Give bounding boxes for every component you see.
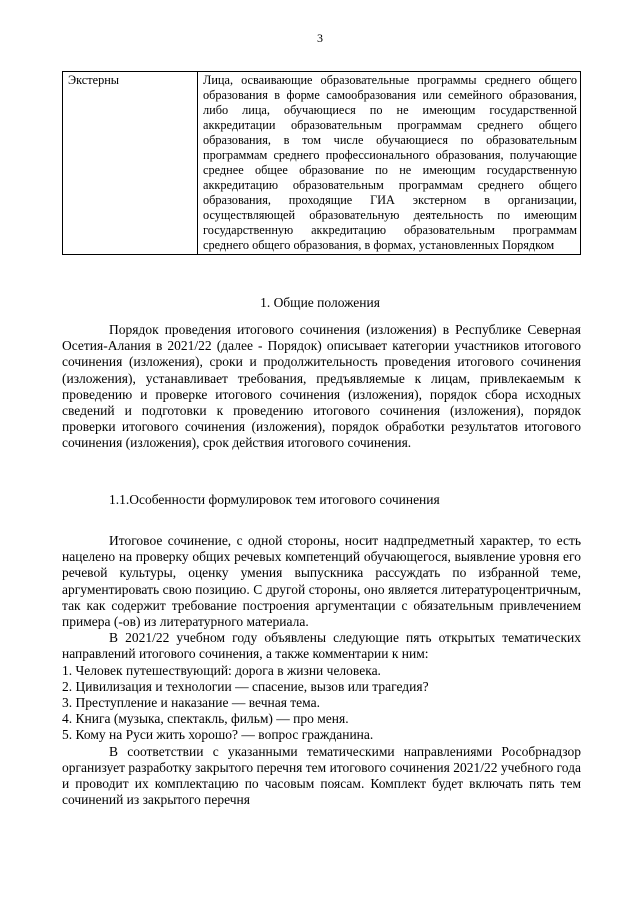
list-item: 2. Цивилизация и технологии — спасение, вызов или трагедия? [62, 678, 429, 694]
paragraph: В соответствии с указанными тематическими направлениями Рособрнадзор организует разработку закрытого перечня тем итогового сочинения 2021/22 учебного года и проводит их комплектацию по часовым поясам. Комплект будет включать пять тем сочинений из закрытого перечня [62, 743, 581, 808]
table-cell-definition: Лица, осваивающие образовательные программы среднего общего образования в форме самообразования или семейного образования, либо лица, обучающиеся по не имеющим государственной аккредитации образовательным программам среднего общего образования, в том числе обучающиеся по образовательным программам среднего профессионального образования, получающие среднее общее образование по не имеющим государственную аккредитацию образовательным программам среднего общего образования, проходящие ГИА экстерном в организации, осуществляющей образовательную деятельность по имеющим государственную аккредитацию образовательным программам среднего общего образования, в формах, установленных Порядком [198, 72, 581, 255]
subsection-title: 1.1.Особенности формулировок тем итогового сочинения [109, 492, 440, 507]
intro-block [62, 322, 581, 452]
table-row [63, 72, 581, 255]
list-item: 1. Человек путешествующий: дорога в жизни человека. [62, 662, 381, 678]
main-text-block [62, 533, 581, 808]
definitions-table [62, 71, 581, 255]
table-cell-term: Экстерны [63, 72, 198, 255]
list-item: 3. Преступление и наказание — вечная тема. [62, 695, 320, 711]
list-item: 5. Кому на Руси жить хорошо? — вопрос гражданина. [62, 727, 374, 743]
section-title: 1. Общие положения [260, 295, 380, 310]
paragraph: В 2021/22 учебном году объявлены следующие пять открытых тематических направлений итогового сочинения, а также комментарии к ним: [62, 630, 581, 662]
paragraph: Итоговое сочинение, с одной стороны, носит надпредметный характер, то есть нацелено на проверку общих речевых компетенций обучающегося, выявление уровня его речевой культуры, оценку умения выпускника рассуждать по избранной теме, аргументировать свою позицию. С другой стороны, оно является литературоцентричным, так как содержит требование построения аргументации с обязательным привлечением примера (-ов) из литературного материала. [62, 533, 581, 630]
intro-paragraph: Порядок проведения итогового сочинения (изложения) в Республике Северная Осетия-Алания в 2021/22 (далее - Порядок) описывает категории участников итогового сочинения (изложения), сроки и продолжительность проведения итогового сочинения (изложения), устанавливает требования, предъявляемые к лицам, привлекаемым к проведению и проверке итогового сочинения (изложения), порядок сбора исходных сведений и подготовки к проведению итогового сочинения (изложения), порядок проверки итогового сочинения (изложения), порядок обработки результатов итогового сочинения (изложения), срок действия итогового сочинения. [62, 322, 581, 451]
list-item: 4. Книга (музыка, спектакль, фильм) — про меня. [62, 711, 349, 727]
page-number: 3 [317, 31, 323, 45]
